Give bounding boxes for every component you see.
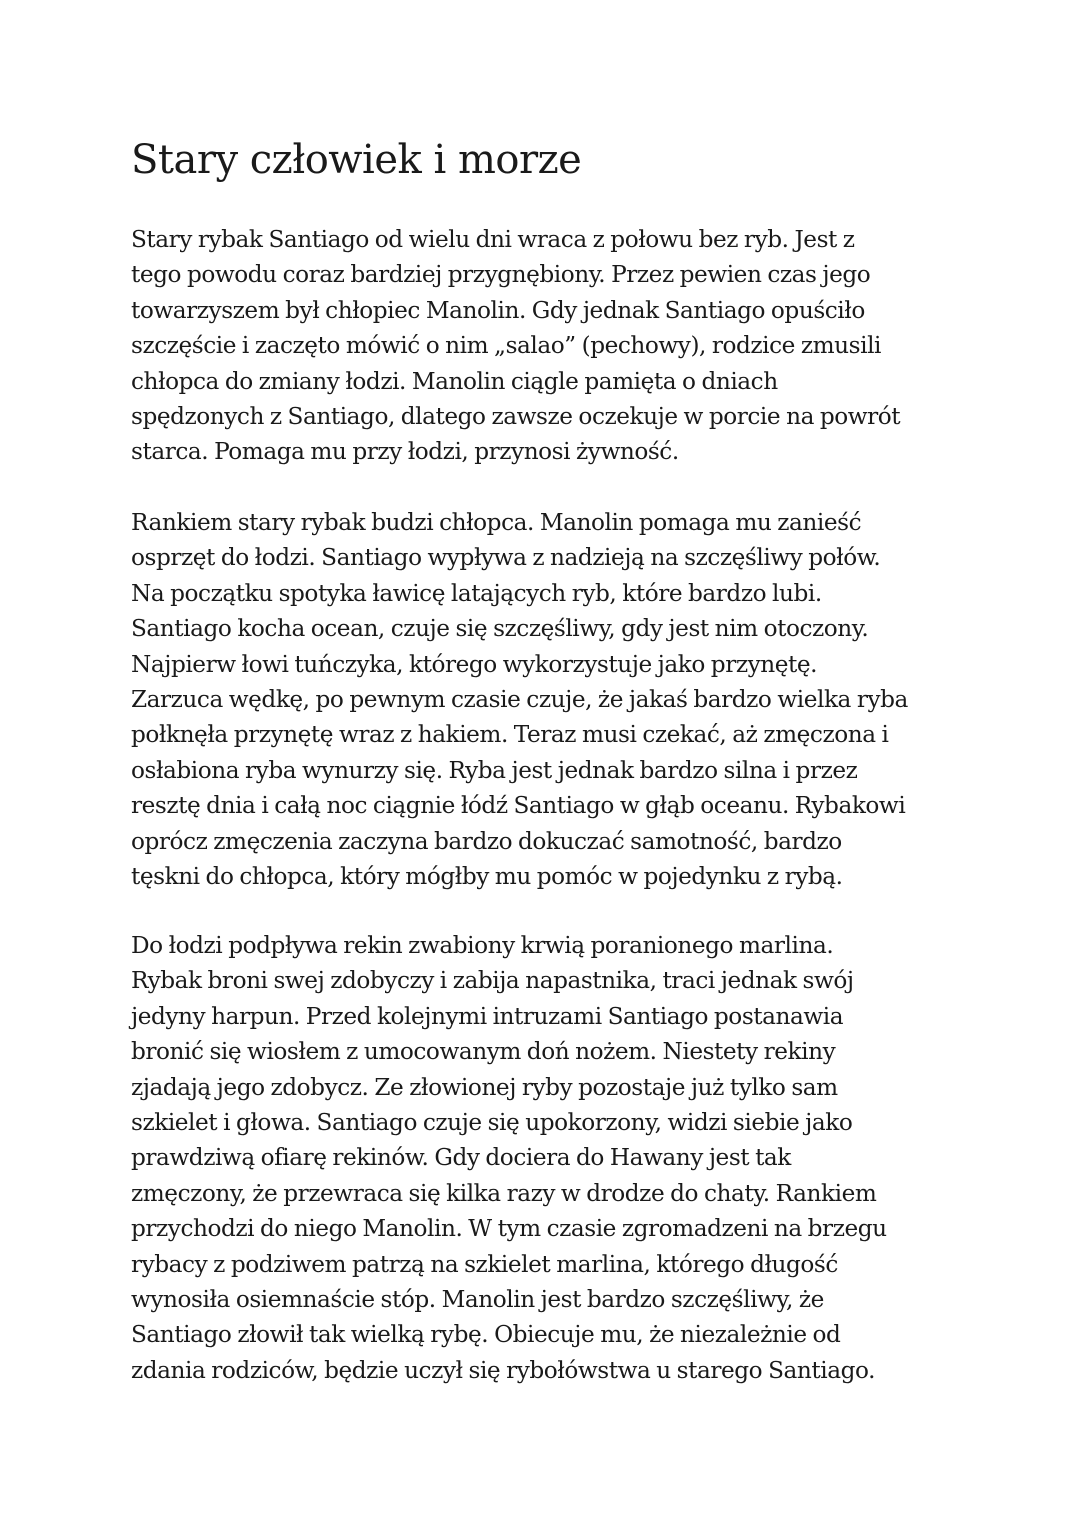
text-line: Na początku spotyka ławicę latających ryb, które bardzo lubi. <box>131 579 822 607</box>
text-line: osprzęt do łodzi. Santiago wypływa z nadzieją na szczęśliwy połów. <box>131 544 881 572</box>
text-line: połknęła przynętę wraz z hakiem. Teraz musi czekać, aż zmęczona i <box>131 721 889 749</box>
paragraph-1 <box>131 222 961 470</box>
text-line: Santiago złowił tak wielką rybę. Obiecuje mu, że niezależnie od <box>131 1321 841 1349</box>
text-line: Rybak broni swej zdobyczy i zabija napastnika, traci jednak swój <box>131 967 854 995</box>
text-line: zmęczony, że przewraca się kilka razy w drodze do chaty. Rankiem <box>131 1179 877 1207</box>
document-title: Stary człowiek i morze <box>131 137 582 183</box>
text-line: zjadają jego zdobycz. Ze złowionej ryby pozostaje już tylko sam <box>131 1073 838 1101</box>
text-line: starca. Pomaga mu przy łodzi, przynosi żywność. <box>131 438 679 466</box>
text-line: szkielet i głowa. Santiago czuje się upokorzony, widzi siebie jako <box>131 1108 853 1136</box>
text-line: jedyny harpun. Przed kolejnymi intruzami Santiago postanawia <box>131 1002 844 1030</box>
text-line: Rankiem stary rybak budzi chłopca. Manolin pomaga mu zanieść <box>131 509 862 536</box>
text-line: tęskni do chłopca, który mógłby mu pomóc w pojedynku z rybą. <box>131 862 843 890</box>
text-line: towarzyszem był chłopiec Manolin. Gdy jednak Santiago opuściło <box>131 296 865 324</box>
text-line: osłabiona ryba wynurzy się. Ryba jest jednak bardzo silna i przez <box>131 756 858 784</box>
text-line: oprócz zmęczenia zaczyna bardzo dokuczać samotność, bardzo <box>131 827 842 855</box>
text-line: szczęście i zaczęto mówić o nim „salao” (pechowy), rodzice zmusili <box>131 332 882 360</box>
text-line: resztę dnia i całą noc ciągnie łódź Santiago w głąb oceanu. Rybakowi <box>131 792 906 820</box>
text-line: tego powodu coraz bardziej przygnębiony. Przez pewien czas jego <box>131 261 871 289</box>
text-line: zdania rodziców, będzie uczył się rybołówstwa u starego Santiago. <box>131 1356 876 1384</box>
text-line: Najpierw łowi tuńczyka, którego wykorzystuje jako przynętę. <box>131 650 818 678</box>
text-line: Zarzuca wędkę, po pewnym czasie czuje, że jakaś bardzo wielka ryba <box>131 685 908 713</box>
text-line: Do łodzi podpływa rekin zwabiony krwią poranionego marlina. <box>131 932 834 959</box>
paragraph-3 <box>131 928 961 1388</box>
text-line: bronić się wiosłem z umocowanym doń nożem. Niestety rekiny <box>131 1038 836 1066</box>
text-line: wynosiła osiemnaście stóp. Manolin jest bardzo szczęśliwy, że <box>131 1285 824 1313</box>
text-line: rybacy z podziwem patrzą na szkielet marlina, którego długość <box>131 1250 838 1278</box>
text-line: spędzonych z Santiago, dlatego zawsze oczekuje w porcie na powrót <box>131 402 901 430</box>
text-line: przychodzi do niego Manolin. W tym czasie zgromadzeni na brzegu <box>131 1215 887 1243</box>
text-line: Santiago kocha ocean, czuje się szczęśliwy, gdy jest nim otoczony. <box>131 615 869 643</box>
text-line: prawdziwą ofiarę rekinów. Gdy dociera do Hawany jest tak <box>131 1144 791 1172</box>
paragraph-2 <box>131 505 961 894</box>
text-line: Stary rybak Santiago od wielu dni wraca z połowu bez ryb. Jest z <box>131 226 855 253</box>
text-line: chłopca do zmiany łodzi. Manolin ciągle pamięta o dniach <box>131 367 778 395</box>
